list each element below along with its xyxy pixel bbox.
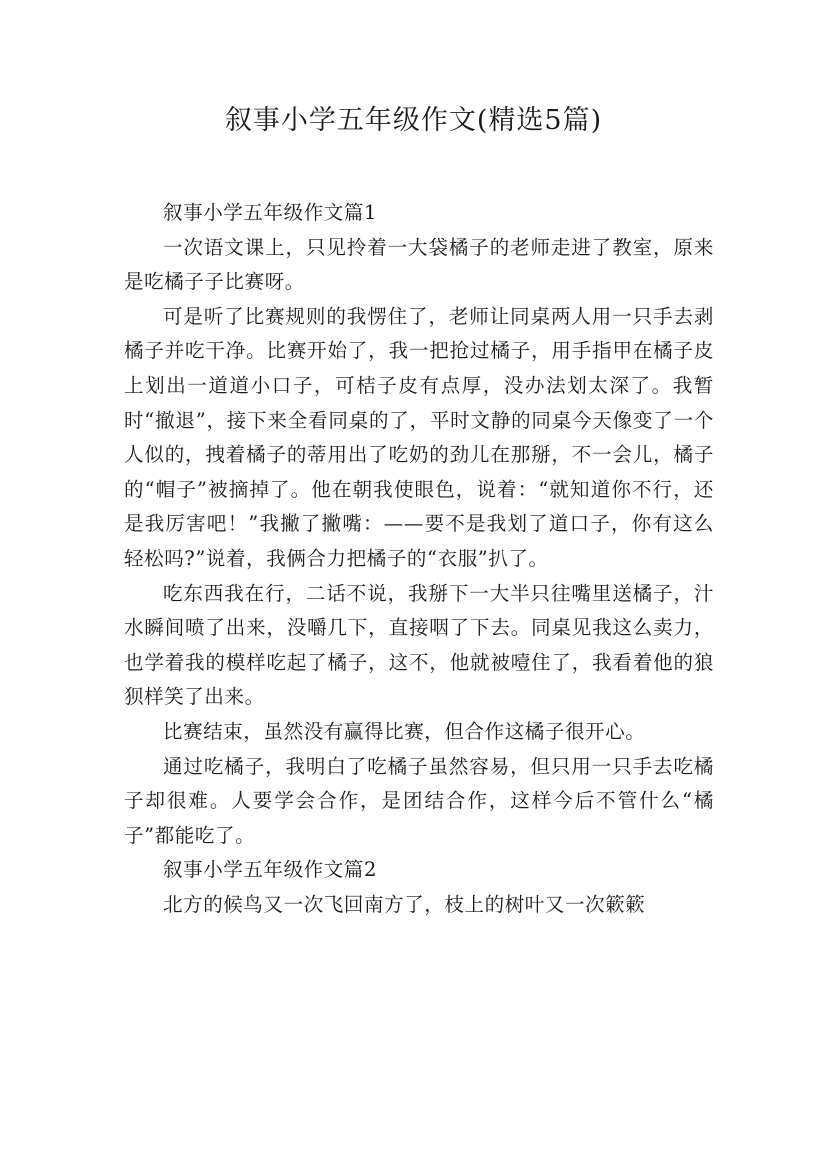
- section-heading-2: 叙事小学五年级作文篇2: [163, 858, 378, 882]
- paragraph: 吃东西我在行，二话不说，我掰下一大半只往嘴里送橘子，汁水瞬间喷了出来，没嚼几下，直接咽了下去。同桌见我这么卖力，也学着我的模样吃起了橘子，这不，他就被噎住了，我看着他的狼狈样笑了出来。: [124, 581, 714, 709]
- paragraph: 通过吃橘子，我明白了吃橘子虽然容易，但只用一只手去吃橘子却很难。人要学会合作，是团结合作，这样今后不管什么“橘子”都能吃了。: [124, 754, 714, 847]
- paragraph: 北方的候鸟又一次飞回南方了，枝上的树叶又一次簌簌: [163, 892, 646, 916]
- document-body: [124, 196, 714, 922]
- section-heading-1: 叙事小学五年级作文篇1: [163, 201, 378, 224]
- paragraph: 可是听了比赛规则的我愣住了，老师让同桌两人用一只手去剥橘子并吃干净。比赛开始了，我一把抢过橘子，用手指甲在橘子皮上划出一道道小口子，可桔子皮有点厚，没办法划太深了。我暂时“撤退”，接下来全看同桌的了，平时文静的同桌今天像变了一个人似的，拽着橘子的蒂用出了吃奶的劲儿在那掰，不一会儿，橘子的“帽子”被摘掉了。他在朝我使眼色，说着：“就知道你不行，还是我厉害吧！”我撇了撇嘴：——要不是我划了道口子，你有这么轻松吗?”说着，我俩合力把橘子的“衣服”扒了。: [124, 304, 714, 570]
- page-title: 叙事小学五年级作文(精选5篇): [224, 105, 603, 136]
- paragraph: 一次语文课上，只见拎着一大袋橘子的老师走进了教室，原来是吃橘子子比赛呀。: [124, 235, 714, 294]
- paragraph: 比赛结束，虽然没有赢得比赛，但合作这橘子很开心。: [163, 719, 646, 743]
